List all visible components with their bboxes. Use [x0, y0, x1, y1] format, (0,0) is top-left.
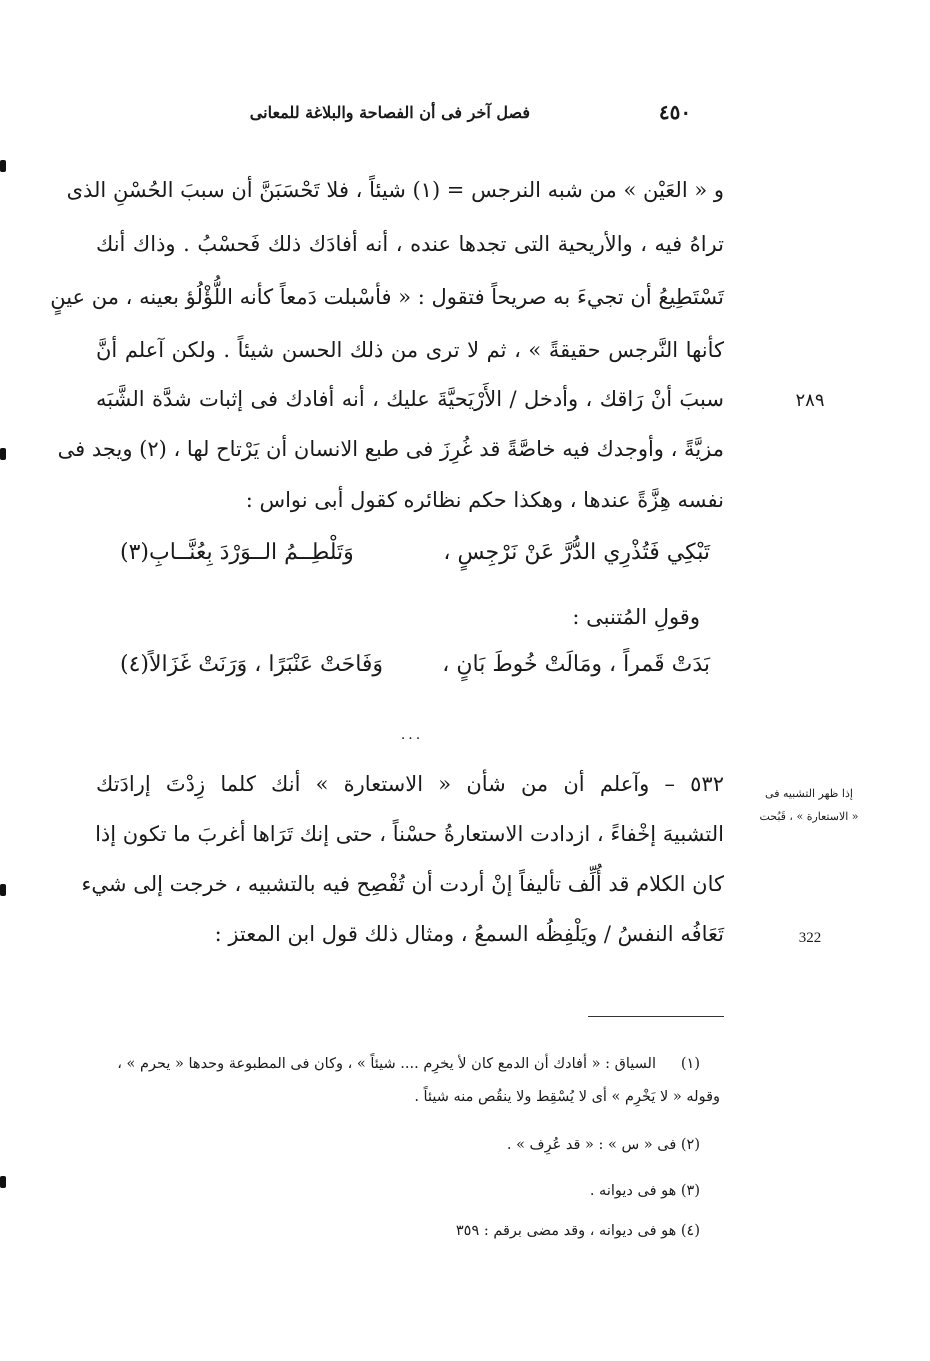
page-number: ٤٥٠	[658, 100, 692, 124]
scan-edge-mark	[0, 1176, 6, 1188]
footnote-1-line-2: وقوله « لا يَخْرِم » أى لا يُسْقِط ولا ينقُص منه شيئاً .	[414, 1089, 720, 1105]
footnote-rule	[588, 1016, 724, 1017]
body-line-6: مزيَّةً ، وأوجدك فيه خاصَّةً قد غُرِزَ فى طبع الانسان أن يَرْتاح لها ، (٢) ويجد فى	[57, 437, 724, 461]
scan-edge-mark	[0, 884, 6, 896]
footnote-1-number: (١)	[680, 1056, 700, 1072]
section-line-1: ٥٣٢ – وآعلم أن من شأن « الاستعارة » أنك كلما زِدْتَ إرادَتك	[96, 772, 724, 796]
section-line-3: كان الكلام قد أُلِّف تأليفاً إنْ أردت أن تُفْصِح فيه بالتشبيه ، خرجت إلى شيء	[81, 872, 724, 896]
section-line-4: تَعَافُه النفسُ / ويَلْفِظُه السمعُ ، ومثال ذلك قول ابن المعتز :	[214, 922, 724, 946]
section-separator: ...	[400, 727, 424, 743]
body-line-1: و « العَيْن » من شبه النرجس = (١) شيئاً ، فلا تَحْسَبَنَّ أن سببَ الحُسْنِ الذى	[66, 178, 724, 202]
footnote-4: (٤) هو فى ديوانه ، وقد مضى برقم : ٣٥٩	[455, 1223, 700, 1239]
margin-note-line-1: إذا ظهر التشبيه فى	[765, 787, 853, 800]
verse-2-first-hemistich: بَدَتْ قَمراً ، ومَالَتْ خُوطَ بَانٍ ،	[442, 652, 710, 677]
margin-page-ref-322: 322	[798, 930, 822, 946]
footnote-2: (٢) فى « س » : « قد عُرِف » .	[506, 1137, 700, 1153]
body-line-5: سببَ أنْ رَاقك ، وأدخل / الأَرْيَحيَّةَ عليك ، أنه أفادك فى إثبات شدَّة الشَّبَه	[96, 387, 724, 411]
body-line-2: تراهُ فيه ، والأريحية التى تجدها عنده ، أنه أفادَك ذلك فَحسْبُ . وذاك أنك	[96, 232, 724, 256]
footnote-3: (٣) هو فى ديوانه .	[589, 1183, 700, 1199]
body-line-4: كأنها النَّرجس حقيقةً » ، ثم لا ترى من ذلك الحسن شيئاً . ولكن آعلم أنَّ	[96, 338, 724, 362]
verse-1-second-hemistich: وَتَلْطِــمُ الــوَرْدَ بِعُنَّــابِ(٣)	[120, 540, 354, 565]
body-line-3: تَسْتَطِيعُ أن تجيءَ به صريحاً فتقول : « فأسْبلت دَمعاً كأنه اللُّؤْلُؤ بعينه ، من عينٍ	[50, 285, 724, 309]
verse-intro-mutanabbi: وقولِ المُتنبى :	[572, 605, 700, 629]
footnote-1-line-1: السياق : « أفادك أن الدمع كان لأ يخرِم .... شيئاً » ، وكان فى المطبوعة وحدها « يحرم » ،	[117, 1056, 656, 1072]
running-header-title: فصل آخر فى أن الفصاحة والبلاغة للمعانى	[249, 103, 530, 122]
verse-1-first-hemistich: تَبْكِي فَتُذْرِي الدُّرَّ عَنْ نَرْجِسٍ ،	[443, 540, 710, 565]
body-line-7: نفسه هِزَّةً عندها ، وهكذا حكم نظائره كقول أبى نواس :	[245, 488, 724, 512]
margin-note-line-2: « الاستعارة » ، قَبُحت	[759, 810, 859, 823]
margin-page-ref-289: ٢٨٩	[795, 390, 825, 411]
scan-edge-mark	[0, 160, 6, 172]
section-line-2: التشبيهَ إخْفاءً ، ازدادت الاستعارةُ حسْناً ، حتى إنك تَرَاها أغربَ ما تكون إذا	[95, 822, 724, 846]
verse-2-second-hemistich: وَفَاحَتْ عَنْبَرًا ، وَرَنَتْ غَزَالاً(٤)	[120, 652, 384, 677]
scan-edge-mark	[0, 448, 6, 460]
